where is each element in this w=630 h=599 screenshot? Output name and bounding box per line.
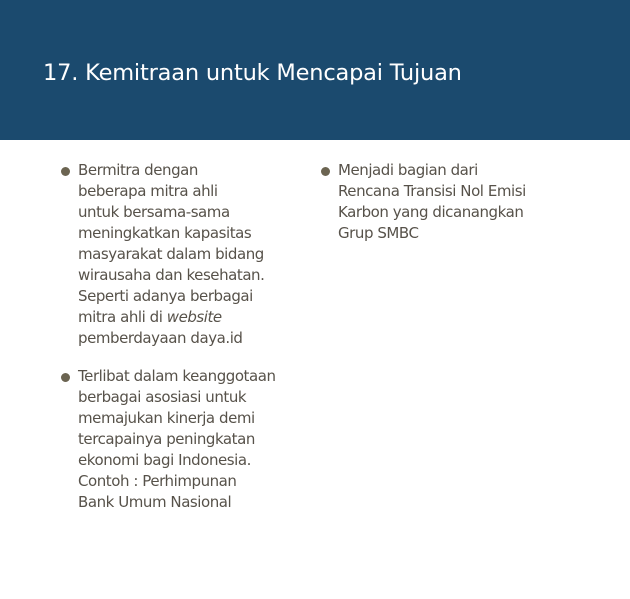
bullet-line: memajukan kinerja demi [78, 409, 255, 427]
bullet-line: meningkatkan kapasitas [78, 224, 252, 242]
bullet-line: Contoh : Perhimpunan [78, 472, 237, 490]
bullet-line: ekonomi bagi Indonesia. [78, 451, 251, 469]
section-header [0, 0, 630, 140]
bullet-item-net-zero [320, 160, 610, 244]
bullet-line: wirausaha dan kesehatan. [78, 266, 265, 284]
bullet-text [338, 160, 610, 244]
website-term: website [166, 308, 222, 326]
bullet-line: masyarakat dalam bidang [78, 245, 264, 263]
bullet-line: untuk bersama-sama [78, 203, 230, 221]
right-column [320, 160, 610, 261]
bullet-line: berbagai asosiasi untuk [78, 388, 247, 406]
bullet-line: Menjadi bagian dari [338, 161, 478, 179]
bullet-line: Seperti adanya berbagai [78, 287, 253, 305]
bullet-icon [61, 373, 70, 382]
bullet-line-prefix: mitra ahli di [78, 308, 167, 326]
bullet-line: beberapa mitra ahli [78, 182, 218, 200]
bullet-line: pemberdayaan daya.id [78, 329, 243, 347]
bullet-icon [61, 167, 70, 176]
bullet-line: tercapainya peningkatan [78, 430, 255, 448]
bullet-item-membership [60, 366, 310, 513]
bullet-line: Bank Umum Nasional [78, 493, 232, 511]
bullet-line [78, 307, 310, 328]
bullet-line: Rencana Transisi Nol Emisi [338, 182, 526, 200]
bullet-icon [321, 167, 330, 176]
bullet-line: Karbon yang dicanangkan [338, 203, 524, 221]
left-column [60, 160, 310, 530]
bullet-item-partnership [60, 160, 310, 349]
section-title: 17. Kemitraan untuk Mencapai Tujuan [43, 60, 462, 86]
bullet-line: Bermitra dengan [78, 161, 198, 179]
bullet-line: Grup SMBC [338, 224, 419, 242]
bullet-line: Terlibat dalam keanggotaan [78, 367, 276, 385]
bullet-text [78, 160, 310, 349]
bullet-text [78, 366, 310, 513]
